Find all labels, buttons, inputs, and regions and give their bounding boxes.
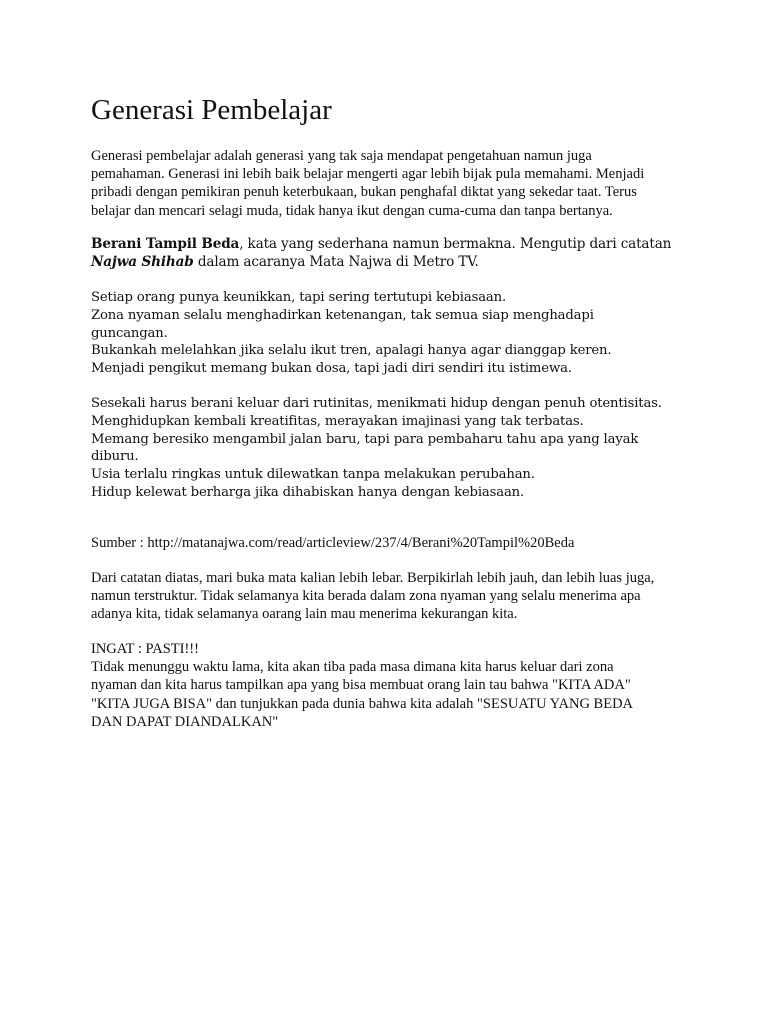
- intro-line: pribadi dengan pemikiran penuh keterbukaan, bukan penghafal diktat yang sekedar taat. Terus: [91, 184, 637, 201]
- quote-line: Menghidupkan kembali kreatifitas, merayakan imajinasi yang tak terbatas.: [91, 413, 584, 429]
- reminder-line: nyaman dan kita harus tampilkan apa yang bisa membuat orang lain tau bahwa "KITA ADA": [91, 677, 631, 694]
- source-text: Sumber : http://matanajwa.com/read/articleview/237/4/Berani%20Tampil%20Beda: [91, 535, 575, 551]
- bold-phrase: Berani Tampil Beda: [91, 236, 240, 252]
- quote-intro-line-2: [91, 254, 681, 272]
- quote-line: Sesekali harus berani keluar dari rutinitas, menikmati hidup dengan penuh otentisitas.: [91, 396, 662, 411]
- reflection-line: namun terstruktur. Tidak selamanya kita berada dalam zona nyaman yang selalu menerima apa: [91, 588, 641, 605]
- reminder-line: "KITA JUGA BISA" dan tunjukkan pada dunia bahwa kita adalah "SESUATU YANG BEDA: [91, 695, 634, 712]
- intro-line: Generasi pembelajar adalah generasi yang tak saja mendapat pengetahuan namun juga: [91, 148, 592, 164]
- reflection-paragraph: [91, 569, 681, 624]
- quote-intro-text: , kata yang sederhana namun bermakna. Mengutip dari catatan: [239, 236, 672, 252]
- intro-line: belajar dan mencari selagi muda, tidak hanya ikut dengan cuma-cuma dan tanpa bertanya.: [91, 202, 613, 219]
- quote-line: Bukankah melelahkan jika selalu ikut tren, apalagi hanya agar dianggap keren.: [91, 343, 612, 359]
- quote-intro-line-1: [91, 236, 681, 254]
- reminder-paragraph: [91, 640, 681, 731]
- reminder-heading: INGAT : PASTI!!!: [91, 641, 199, 657]
- quote-line: Usia terlalu ringkas untuk dilewatkan tanpa melakukan perubahan.: [91, 467, 535, 483]
- quote-line: Zona nyaman selalu menghadirkan ketenangan, tak semua siap menghadapi: [91, 307, 594, 323]
- reminder-line: DAN DAPAT DIANDALKAN": [91, 713, 279, 730]
- reflection-line: Dari catatan diatas, mari buka mata kalian lebih lebar. Berpikirlah lebih jauh, dan lebih luas juga,: [91, 570, 655, 586]
- quote-line: Menjadi pengikut memang bukan dosa, tapi jadi diri sendiri itu istimewa.: [91, 361, 572, 377]
- document-title: Generasi Pembelajar: [91, 94, 332, 126]
- reminder-line: Tidak menunggu waktu lama, kita akan tiba pada masa dimana kita harus keluar dari zona: [91, 659, 614, 676]
- intro-paragraph: [91, 147, 681, 220]
- quote-intro-paragraph: [91, 236, 681, 272]
- quote-line: diburu.: [91, 449, 139, 465]
- author-name: Najwa Shihab: [91, 253, 194, 270]
- quote-line: Hidup kelewat berharga jika dihabiskan hanya dengan kebiasaan.: [91, 484, 525, 500]
- intro-line: pemahaman. Generasi ini lebih baik belajar mengerti agar lebih bijak pula memahami. Menjadi: [91, 166, 645, 183]
- quote-intro-text: dalam acaranya Mata Najwa di Metro TV.: [193, 253, 479, 270]
- quote-line: Memang beresiko mengambil jalan baru, tapi para pembaharu tahu apa yang layak: [91, 431, 639, 447]
- source-line: [91, 534, 681, 552]
- quote-paragraph-1: [91, 289, 681, 378]
- reflection-line: adanya kita, tidak selamanya oarang lain mau menerima kekurangan kita.: [91, 606, 518, 623]
- quote-line: guncangan.: [91, 325, 168, 341]
- quote-line: Setiap orang punya keunikkan, tapi sering tertutupi kebiasaan.: [91, 290, 507, 305]
- quote-paragraph-2: [91, 395, 681, 502]
